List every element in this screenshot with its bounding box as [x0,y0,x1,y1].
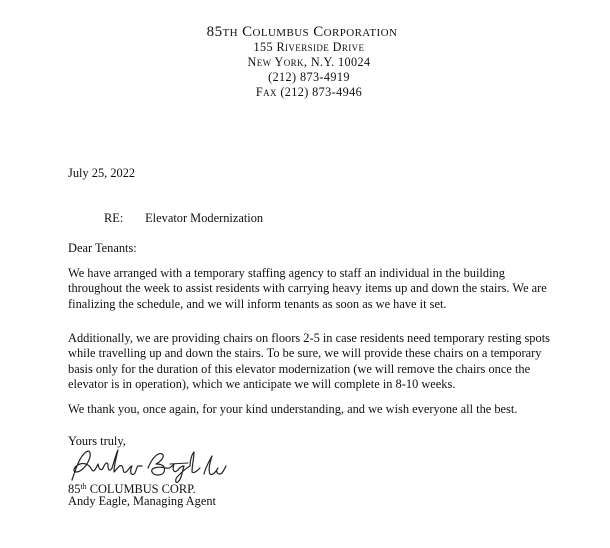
address-line-2: New York, N.Y. 10024 [247,55,371,69]
paragraph-1: We have arranged with a temporary staffing agency to staff an individual in the building throughout the week to assist residents with carrying heavy items up and down the stairs. We are finalizing the schedule, and we will inform tenants as soon as we have it set. [68,266,547,311]
phone-number: (212) 873-4919 [268,70,350,84]
letter-date: July 25, 2022 [68,166,136,180]
handwritten-signature [66,444,231,484]
signer-company: 85th COLUMBUS CORP. [68,482,196,496]
closing: Yours truly, [68,434,126,448]
re-line [104,211,588,226]
fax-number: Fax (212) 873-4946 [255,85,363,99]
letterhead [0,24,610,100]
paragraph-2: Additionally, we are providing chairs on floors 2-5 in case residents need temporary resting spots while travelling up and down the stairs. To be sure, we will provide these chairs on a temporary basis only for the duration of this elevator modernization (we will remove the chairs once the elevator is in operation), which we anticipate we will complete in 8-10 weeks. [68,331,550,391]
re-subject: Elevator Modernization [145,211,264,225]
address-line-1: 155 Riverside Drive [253,40,365,54]
re-label: RE: [104,211,124,225]
salutation: Dear Tenants: [68,241,137,255]
paragraph-3: We thank you, once again, for your kind understanding, and we wish everyone all the best. [68,402,518,416]
company-name: 85th Columbus Corporation [206,24,398,40]
signer-name-title: Andy Eagle, Managing Agent [68,494,216,508]
